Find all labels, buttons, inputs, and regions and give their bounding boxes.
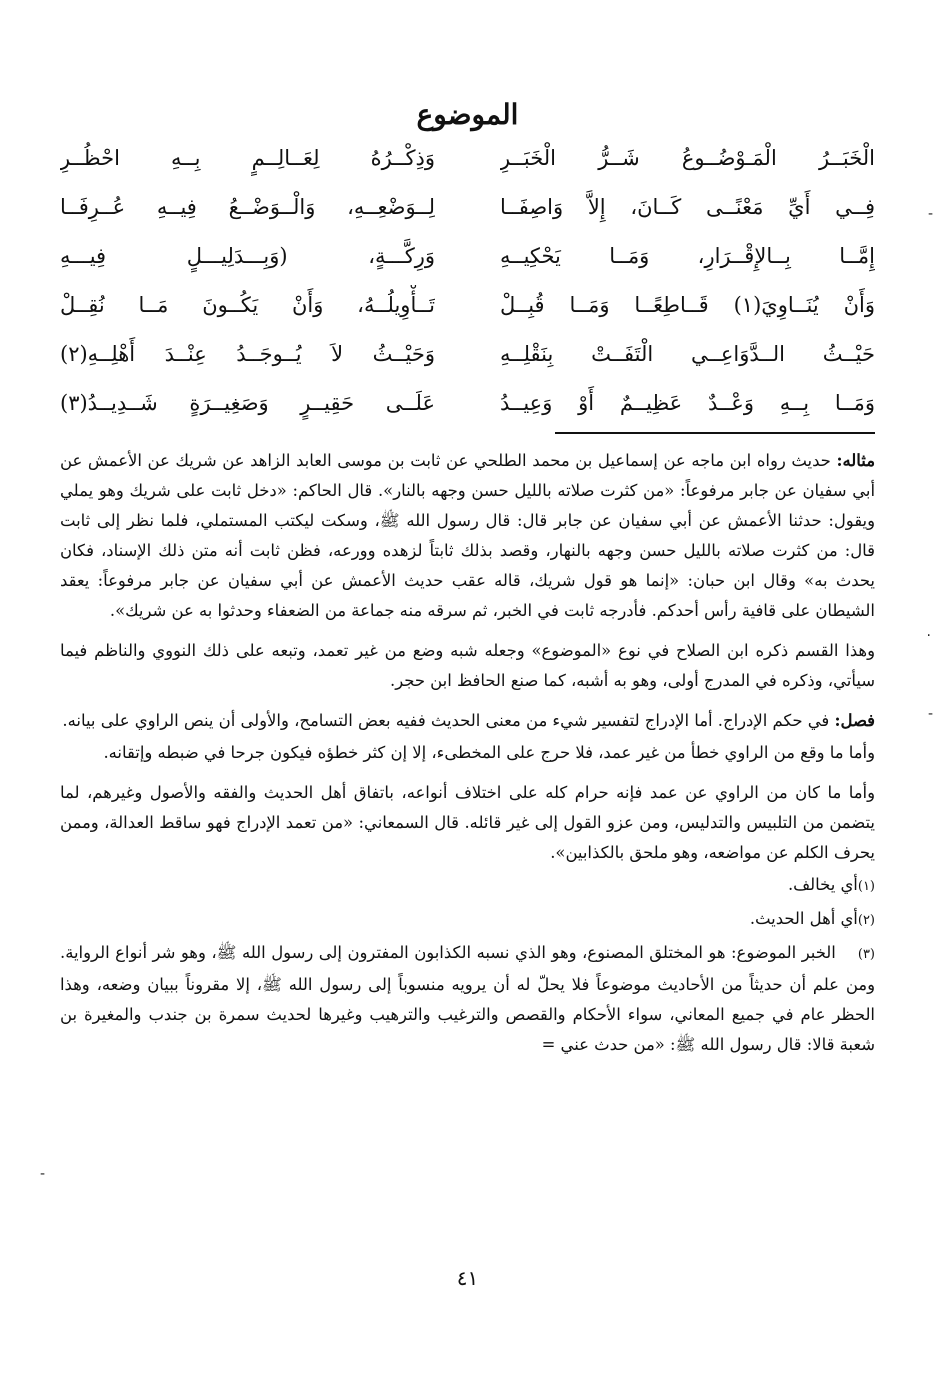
separator-rule bbox=[555, 432, 875, 434]
footnote-text: الخبر الموضوع: هو المختلق المصنوع، وهو الذي نسبه الكذابون المفترون إلى رسول الله ﷺ، وهو شر أنواع الرواية. ومن علم أن حديثاً من الأحاديث موضوعاً فلا يحلّ له أن يرويه منسوباً إلى رسول الله ﷺ، إلا مقروناً ببيان وضعه، وهذا الحظر عام في جميع المعاني، سواء الأحكام والقصص والترغيب والترهيب وغيرها لحديث سمرة بن جندب والمغيرة بن شعبة قالا: قال رسول الله ﷺ: «من حدث عني = bbox=[60, 943, 875, 1054]
margin-mark: - bbox=[40, 1166, 46, 1182]
commentary-paragraph bbox=[60, 446, 875, 626]
paragraph-text: في حكم الإدراج. أما الإدراج لتفسير شيء من معنى الحديث ففيه بعض التسامح، والأولى أن ينص الراوي على بيانه. bbox=[62, 711, 835, 730]
page-number: ٤١ bbox=[456, 1266, 479, 1290]
commentary-paragraph: وأما ما كان من الراوي عن عمد فإنه حرام كله على اختلاف أنواعه، باتفاق أهل الحديث والفقه والأصول وغيرهم، لما يتضمن من التلبيس والتدليس، ومن عزو القول إلى غير قائله. قال السمعاني: «من تعمد الإدراج فهو ساقط العدالة، وممن يحرف الكلم عن مواضعه، وهو ملحق بالكذابين». bbox=[60, 783, 875, 862]
commentary bbox=[60, 446, 875, 1070]
page-title: الموضوع bbox=[416, 98, 519, 131]
margin-mark: - bbox=[927, 706, 933, 722]
commentary-paragraph: وأما ما وقع من الراوي خطأ من غير عمد، فلا حرج على المخطىء، إلا إن كثر خطؤه فيكون جرحا في ضبطه وإتقانه. bbox=[103, 743, 875, 762]
verse-line bbox=[60, 187, 875, 236]
commentary-paragraph: وهذا القسم ذكره ابن الصلاح في نوع «الموضوع» وجعله شبه وضع من غير تعمد، وتبعه على ذلك النووي والناظم فيما سيأتي، وذكره في المدرج أولى، وهو به أشبه، كما صنع الحافظ ابن حجر. bbox=[60, 641, 875, 690]
footnote-text: أي أهل الحديث. bbox=[749, 909, 858, 928]
paragraph-label: مثاله: bbox=[836, 451, 875, 470]
verse-first-hemistich: وَمَــا بِــهِ وَعْــدٌ عَظِيــمٌ أَوْ وَعِيــدُ bbox=[500, 391, 875, 415]
paragraph-label: فصل: bbox=[834, 711, 875, 730]
verse-first-hemistich: فِــي أَيِّ مَعْنًــى كَــانَ، إِلاَّ وَاصِفَــا bbox=[500, 195, 875, 219]
footnote bbox=[60, 904, 875, 936]
margin-mark: - bbox=[927, 206, 933, 222]
verse-second-hemistich: وَرِكَّـــةٍ، (وَبِـــدَلِيـــلٍ فِيـــهِ bbox=[60, 244, 435, 268]
verse-first-hemistich: وَأَنْ يُنَــاوِيَ(١) قَــاطِعًــا وَمَــا قُبِــلْ bbox=[500, 293, 875, 317]
commentary-paragraph bbox=[60, 706, 875, 736]
verse-line bbox=[60, 285, 875, 334]
footnote bbox=[60, 870, 875, 902]
verse-second-hemistich: وَذِكْــرُهُ لِعَــالِــمٍ بِــهِ احْظُــرِ bbox=[60, 146, 435, 170]
margin-mark: · bbox=[926, 628, 931, 644]
footnote-number: (١) bbox=[857, 879, 875, 894]
verse-first-hemistich: حَيْــثُ الــدَّوَاعِــي الْتَفَــتْ بِنَقْلِــهِ bbox=[500, 342, 875, 366]
verse-second-hemistich: لِــوَضْعِــهِ، وَالْــوَضْــعُ فِيــهِ عُــرِفَــا bbox=[60, 195, 435, 219]
verse-line bbox=[60, 383, 875, 432]
verse-line bbox=[60, 334, 875, 383]
verse-second-hemistich: وَحَيْــثُ لاَ يُــوجَــدُ عِنْــدَ أَهْلِــهِ(٢) bbox=[60, 342, 435, 366]
verse-line bbox=[60, 236, 875, 285]
footnote-number: (٣) bbox=[857, 947, 875, 962]
verse-second-hemistich: عَلَــى حَقِيــرٍ وَصَغِيــرَةٍ شَــدِيــدُ(٣) bbox=[60, 391, 435, 415]
verse-first-hemistich: الْخَبَــرُ الْمَـوْضُــوعُ شَــرُّ الْخَبَــرِ bbox=[500, 146, 875, 170]
poem-verses bbox=[60, 138, 875, 432]
verse-first-hemistich: إِمَّــا بِــالإِقْــرَارِ، وَمَــا يَحْكِيــهِ bbox=[500, 244, 875, 268]
footnote bbox=[60, 938, 875, 1060]
verse-line bbox=[60, 138, 875, 187]
paragraph-text: حديث رواه ابن ماجه عن إسماعيل بن محمد الطلحي عن ثابت بن موسى العابد الزاهد عن شريك عن الأعمش عن أبي سفيان عن جابر مرفوعاً: «من كثرت صلاته بالليل حسن وجهه بالنار». قال الحاكم: «دخل ثابت على شريك وهو يملي ويقول: حدثنا الأعمش عن أبي سفيان عن جابر قال: قال رسول الله ﷺ، وسكت ليكتب المستملي، فلما نظر إلى ثابت قال: من كثرت صلاته بالليل حسن وجهه بالنهار، وقصد بذلك ثابتاً لزهده وورعه، فظن ثابت أنه متن ذلك الإسناد، فكان يحدث به» وقال ابن حبان: «إنما هو قول شريك، قاله عقب حديث الأعمش عن أبي سفيان عن جابر مرفوعاً: يعقد الشيطان على قافية رأس أحدكم. فأدرجه ثابت في الخبر، ثم سرقه منه جماعة من الضعفاء وحدثوا به عن شريك». bbox=[60, 451, 875, 620]
footnote-number: (٢) bbox=[857, 913, 875, 928]
verse-second-hemistich: تَــأْوِيلُــهُ، وَأَنْ يَكُــونَ مَــا نُقِــلْ bbox=[60, 293, 435, 317]
book-page bbox=[60, 0, 875, 1380]
footnote-text: أي يخالف. bbox=[787, 875, 858, 894]
